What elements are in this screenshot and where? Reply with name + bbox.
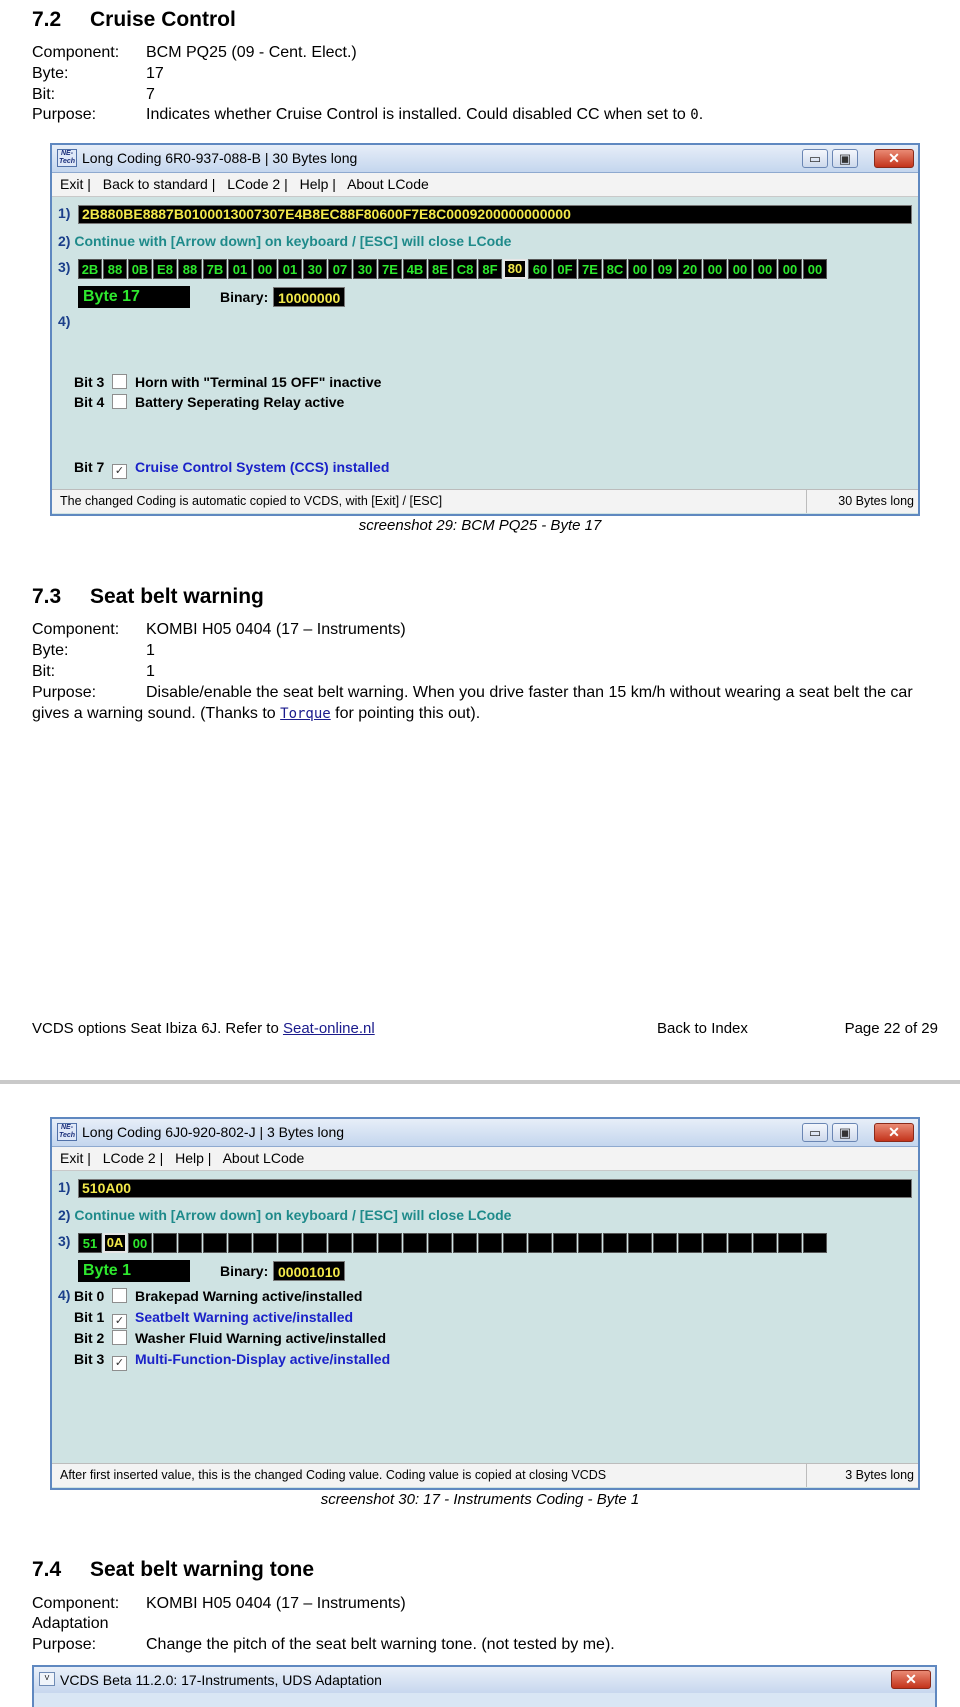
bit-row: Bit 1 ✓ Seatbelt Warning active/installed: [74, 1309, 354, 1327]
byte-cell[interactable]: 01: [228, 259, 252, 279]
byte-cell[interactable]: [728, 1233, 752, 1253]
coding-value: 2B880BE8887B0100013007307E4B8EC88F80600F7E8C0009200000000000: [82, 206, 571, 222]
byte-cell[interactable]: [228, 1233, 252, 1253]
byte-cell[interactable]: [603, 1233, 627, 1253]
close-icon: ✕: [888, 1124, 900, 1140]
window-title: Long Coding 6R0-937-088-B | 30 Bytes long: [82, 150, 358, 166]
section-heading-7-2: [32, 8, 236, 32]
torque-link[interactable]: Torque: [280, 706, 331, 722]
close-button[interactable]: [891, 1670, 931, 1689]
section-title: Seat belt warning tone: [90, 1558, 315, 1581]
byte-cell[interactable]: [503, 1233, 527, 1253]
byte-cell[interactable]: 7B: [203, 259, 227, 279]
byte-cell[interactable]: [528, 1233, 552, 1253]
binary-label: Binary:: [220, 289, 269, 305]
row-3-label: 3): [58, 1233, 71, 1249]
minimize-icon: ▭: [808, 1125, 822, 1140]
lcode-window-bcm: [50, 143, 920, 516]
bit-row: Bit 7 ✓ Cruise Control System (CCS) installed: [74, 459, 390, 477]
netech-logo-icon: NE- Tech: [58, 1124, 76, 1139]
minimize-button[interactable]: [802, 1123, 828, 1142]
bit-row: Bit 0 Brakepad Warning active/installed: [74, 1288, 363, 1304]
checkbox[interactable]: [112, 1288, 127, 1303]
continue-hint: 2) Continue with [Arrow down] on keyboard / [ESC] will close LCode: [58, 233, 512, 249]
caption-30: screenshot 30: 17 - Instruments Coding - Byte 1: [320, 1491, 640, 1508]
byte-cell[interactable]: 60: [528, 259, 552, 279]
section-heading-7-3: [32, 585, 264, 609]
component-row: Component: KOMBI H05 0404 (17 – Instruments): [32, 1595, 406, 1612]
byte-cell[interactable]: 30: [353, 259, 377, 279]
byte-cell[interactable]: 80: [503, 259, 527, 279]
byte-cell[interactable]: [628, 1233, 652, 1253]
byte-cell[interactable]: [653, 1233, 677, 1253]
byte-cell[interactable]: E8: [153, 259, 177, 279]
purpose-row: Purpose: Change the pitch of the seat belt warning tone. (not tested by me).: [32, 1636, 615, 1653]
row-1-label: 1): [58, 1179, 71, 1195]
checkbox[interactable]: [112, 394, 127, 409]
byte-cell[interactable]: [303, 1233, 327, 1253]
window-title: VCDS Beta 11.2.0: 17-Instruments, UDS Adaptation: [60, 1672, 382, 1688]
byte-cell[interactable]: 0A: [103, 1233, 127, 1253]
bit-row: Bit: 1: [32, 663, 155, 680]
checkbox-checked[interactable]: ✓: [112, 464, 127, 479]
row-1-label: 1): [58, 205, 71, 221]
byte-cell[interactable]: 88: [103, 259, 127, 279]
byte-cell[interactable]: [178, 1233, 202, 1253]
byte-row: Byte: 1: [32, 642, 155, 659]
byte-cell[interactable]: 4B: [403, 259, 427, 279]
byte-cell[interactable]: [553, 1233, 577, 1253]
binary-value[interactable]: 00001010: [273, 1261, 345, 1281]
byte-cell[interactable]: 07: [328, 259, 352, 279]
byte-cell[interactable]: [253, 1233, 277, 1253]
component-row: Component: BCM PQ25 (09 - Cent. Elect.): [32, 44, 357, 61]
byte-cell[interactable]: 0B: [128, 259, 152, 279]
checkbox-checked[interactable]: ✓: [112, 1314, 127, 1329]
byte-cell[interactable]: 7E: [378, 259, 402, 279]
menu-lcode2[interactable]: LCode 2 |: [102, 1150, 164, 1166]
byte-cell[interactable]: 00: [728, 259, 752, 279]
byte-label: Byte 17: [78, 286, 190, 308]
vcds-window: [32, 1665, 937, 1707]
close-button[interactable]: [874, 149, 914, 168]
close-button[interactable]: [874, 1123, 914, 1142]
section-number: 7.4: [32, 1558, 62, 1581]
close-icon: ✕: [905, 1671, 917, 1687]
byte-cell[interactable]: 00: [703, 259, 727, 279]
status-bytes: 3 Bytes long: [806, 1464, 918, 1487]
section-number: 7.3: [32, 585, 62, 608]
window-titlebar: [52, 145, 918, 173]
byte-cell[interactable]: 00: [128, 1233, 152, 1253]
byte-cell[interactable]: C8: [453, 259, 477, 279]
section-title: Cruise Control: [90, 8, 236, 31]
bit-row: Bit 4 Battery Seperating Relay active: [74, 394, 345, 410]
checkbox[interactable]: [112, 374, 127, 389]
close-icon: ✕: [888, 150, 900, 166]
byte-cell[interactable]: 00: [753, 259, 777, 279]
section-number: 7.2: [32, 8, 62, 31]
byte-cell[interactable]: 7E: [578, 259, 602, 279]
byte-row: Byte: 17: [32, 65, 164, 82]
adaptation-row: Adaptation: [32, 1615, 109, 1632]
checkbox[interactable]: [112, 1330, 127, 1345]
byte-cell[interactable]: [203, 1233, 227, 1253]
menu-help[interactable]: Help |: [299, 176, 336, 192]
menu-about[interactable]: About LCode: [347, 176, 429, 192]
byte-cell[interactable]: [703, 1233, 727, 1253]
status-bytes: 30 Bytes long: [806, 490, 918, 513]
bit-row: Bit: 7: [32, 86, 155, 103]
menu-exit[interactable]: Exit |: [60, 176, 91, 192]
window-title: Long Coding 6J0-920-802-J | 3 Bytes long: [82, 1124, 345, 1140]
menu-bar: [52, 173, 918, 197]
byte-cell[interactable]: [153, 1233, 177, 1253]
binary-value[interactable]: 10000000: [273, 287, 345, 307]
byte-cell[interactable]: 30: [303, 259, 327, 279]
byte-cell[interactable]: [428, 1233, 452, 1253]
status-bar: [52, 489, 918, 513]
checkbox-checked[interactable]: ✓: [112, 1356, 127, 1371]
status-bar: [52, 1463, 918, 1487]
netech-logo-icon: NE- Tech: [58, 150, 76, 165]
vcds-app-icon: V: [39, 1672, 55, 1686]
byte-cell[interactable]: [778, 1233, 802, 1253]
maximize-button[interactable]: [832, 1123, 858, 1142]
byte-cell[interactable]: 2B: [78, 259, 102, 279]
menu-back-to-standard[interactable]: Back to standard |: [102, 176, 216, 192]
byte-cell[interactable]: [678, 1233, 702, 1253]
purpose-paragraph: Purpose: Disable/enable the seat belt warning. When you drive faster than 15 km/h without wearing a seat belt the car gives a warning sound. (Thanks to Torque for pointing this out).: [32, 684, 913, 722]
caption-29: screenshot 29: BCM PQ25 - Byte 17: [358, 517, 602, 534]
menu-about[interactable]: About LCode: [222, 1150, 305, 1166]
byte-cell[interactable]: [478, 1233, 502, 1253]
byte-cell[interactable]: 8E: [428, 259, 452, 279]
status-text: The changed Coding is automatic copied to VCDS, with [Exit] / [ESC]: [60, 494, 443, 508]
row-3-label: 3): [58, 259, 71, 275]
back-to-index-link[interactable]: Back to Index: [657, 1020, 748, 1037]
byte-cell[interactable]: 88: [178, 259, 202, 279]
page-break-divider: [0, 1080, 960, 1084]
bit-row: Bit 2 Washer Fluid Warning active/installed: [74, 1330, 387, 1346]
byte-cell[interactable]: [353, 1233, 377, 1253]
byte-cell[interactable]: 01: [278, 259, 302, 279]
bit-row: Bit 3 Horn with "Terminal 15 OFF" inactive: [74, 374, 382, 390]
seat-online-link[interactable]: Seat-online.nl: [282, 1020, 375, 1037]
status-text: After first inserted value, this is the changed Coding value. Coding value is copied at closing VCDS: [60, 1468, 607, 1482]
byte-cell[interactable]: 0F: [553, 259, 577, 279]
minimize-button[interactable]: [802, 149, 828, 168]
byte-grid: [78, 259, 828, 279]
byte-cell[interactable]: [803, 1233, 827, 1253]
byte-cell[interactable]: 20: [678, 259, 702, 279]
coding-value: 510A00: [82, 1180, 132, 1196]
byte-cell[interactable]: 00: [803, 259, 827, 279]
byte-cell[interactable]: [378, 1233, 402, 1253]
byte-cell[interactable]: 00: [778, 259, 802, 279]
byte-cell[interactable]: [328, 1233, 352, 1253]
byte-cell[interactable]: [578, 1233, 602, 1253]
coding-field[interactable]: [78, 205, 912, 224]
section-title: Seat belt warning: [90, 585, 264, 608]
row-4-label: 4): [58, 313, 71, 329]
lcode-window-instruments: [50, 1117, 920, 1490]
maximize-button[interactable]: [832, 149, 858, 168]
purpose-row: Purpose: Indicates whether Cruise Control is installed. Could disabled CC when set to 0.: [32, 106, 704, 123]
minimize-icon: ▭: [808, 151, 822, 166]
section-heading-7-4: [32, 1558, 314, 1582]
page-number: Page 22 of 29: [844, 1020, 938, 1037]
byte-cell[interactable]: [453, 1233, 477, 1253]
byte-cell[interactable]: 00: [628, 259, 652, 279]
component-row: Component: KOMBI H05 0404 (17 – Instruments): [32, 621, 406, 638]
window-titlebar: [52, 1119, 918, 1147]
maximize-icon: ▣: [838, 151, 852, 166]
byte-cell[interactable]: [278, 1233, 302, 1253]
byte-grid: [78, 1233, 828, 1253]
row-4-label: 4): [58, 1287, 71, 1303]
menu-lcode2[interactable]: LCode 2 |: [227, 176, 288, 192]
coding-field[interactable]: [78, 1179, 912, 1198]
menu-help[interactable]: Help |: [175, 1150, 212, 1166]
window-titlebar: [34, 1667, 935, 1693]
bit-row: Bit 3 ✓ Multi-Function-Display active/installed: [74, 1351, 391, 1369]
continue-hint: 2) Continue with [Arrow down] on keyboard / [ESC] will close LCode: [58, 1207, 512, 1223]
byte-cell[interactable]: 51: [78, 1233, 102, 1253]
menu-bar: [52, 1147, 918, 1171]
byte-cell[interactable]: 00: [253, 259, 277, 279]
maximize-icon: ▣: [838, 1125, 852, 1140]
binary-label: Binary:: [220, 1263, 269, 1279]
byte-cell[interactable]: 8F: [478, 259, 502, 279]
byte-cell[interactable]: 09: [653, 259, 677, 279]
menu-exit[interactable]: Exit |: [60, 1150, 91, 1166]
byte-cell[interactable]: [753, 1233, 777, 1253]
byte-cell[interactable]: [403, 1233, 427, 1253]
byte-cell[interactable]: 8C: [603, 259, 627, 279]
byte-label: Byte 1: [78, 1260, 190, 1282]
